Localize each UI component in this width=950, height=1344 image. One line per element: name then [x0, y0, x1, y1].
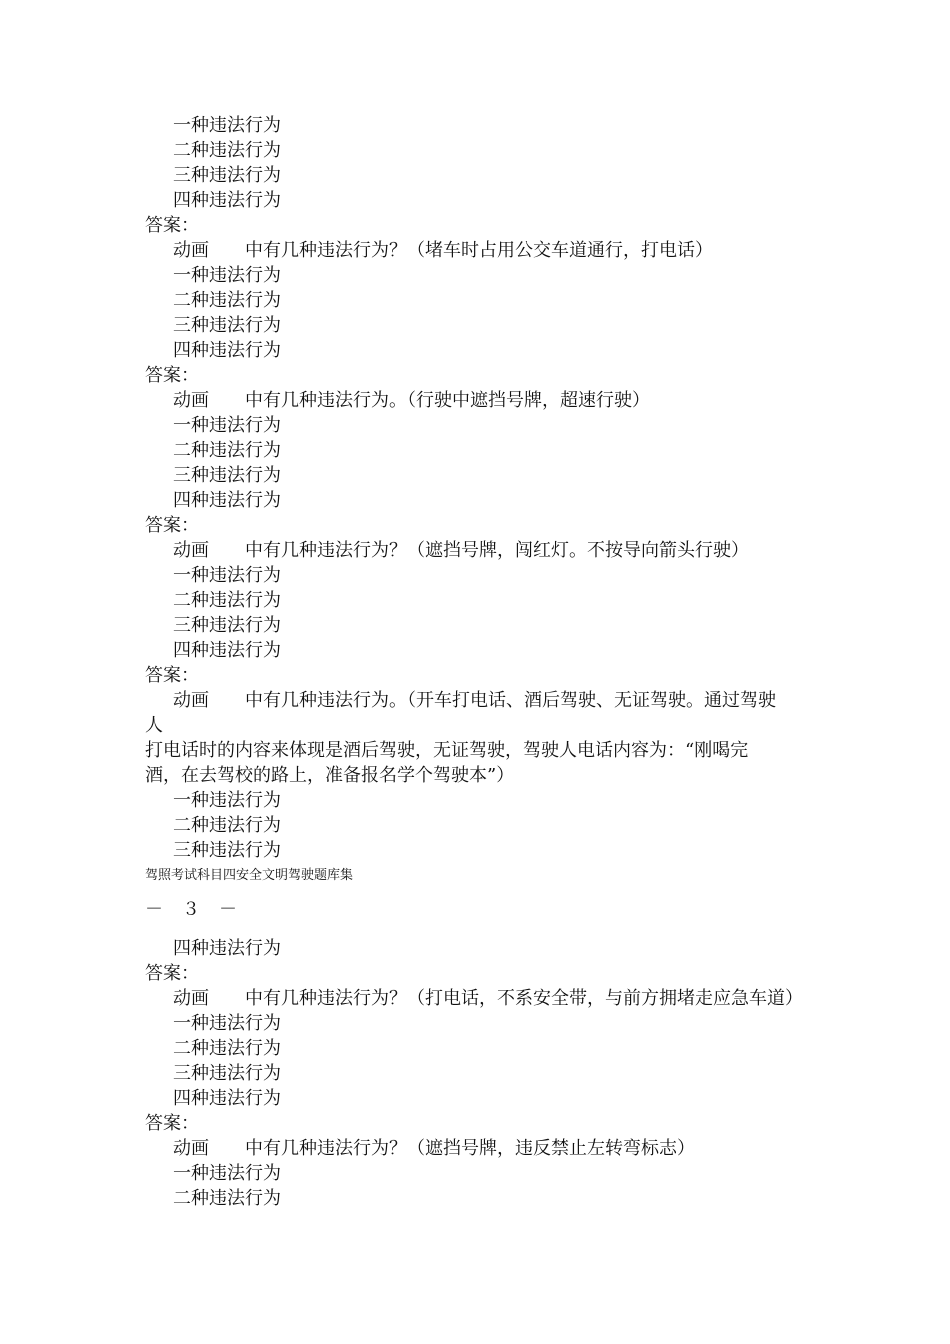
footer-document-title: 驾照考试科目四安全文明驾驶题库集 — [145, 868, 354, 883]
option-line: 四种违法行为 — [173, 938, 281, 959]
option-line: 一种违法行为 — [173, 115, 281, 136]
option-line: 二种违法行为 — [173, 590, 281, 611]
option-line: 一种违法行为 — [173, 1163, 281, 1184]
question-line-continued: 打电话时的内容来体现是酒后驾驶，无证驾驶，驾驶人电话内容为：“刚喝完 — [145, 740, 749, 761]
option-line: 二种违法行为 — [173, 1188, 281, 1209]
answer-label: 答案： — [145, 1113, 199, 1134]
option-line: 一种违法行为 — [173, 1013, 281, 1034]
option-line: 三种违法行为 — [173, 840, 281, 861]
answer-label: 答案： — [145, 365, 199, 386]
question-line-continued: 酒，在去驾校的路上，准备报名学个驾驶本”） — [145, 765, 515, 786]
option-line: 一种违法行为 — [173, 565, 281, 586]
question-line: 动画 中有几种违法行为。（行驶中遮挡号牌，超速行驶） — [173, 390, 650, 411]
option-line: 二种违法行为 — [173, 290, 281, 311]
question-line: 动画 中有几种违法行为？（遮挡号牌，闯红灯。不按导向箭头行驶） — [173, 540, 749, 561]
answer-label: 答案： — [145, 215, 199, 236]
question-line: 动画 中有几种违法行为。（开车打电话、酒后驾驶、无证驾驶。通过驾驶 — [173, 690, 776, 711]
option-line: 二种违法行为 — [173, 140, 281, 161]
option-line: 四种违法行为 — [173, 190, 281, 211]
option-line: 四种违法行为 — [173, 640, 281, 661]
answer-label: 答案： — [145, 515, 199, 536]
option-line: 二种违法行为 — [173, 815, 281, 836]
option-line: 三种违法行为 — [173, 1063, 281, 1084]
question-line: 动画 中有几种违法行为？（遮挡号牌，违反禁止左转弯标志） — [173, 1138, 695, 1159]
option-line: 二种违法行为 — [173, 440, 281, 461]
option-line: 一种违法行为 — [173, 265, 281, 286]
page-number: － ３ － — [145, 899, 238, 920]
question-line: 动画 中有几种违法行为？（打电话，不系安全带，与前方拥堵走应急车道） — [173, 988, 803, 1009]
answer-label: 答案： — [145, 963, 199, 984]
option-line: 一种违法行为 — [173, 415, 281, 436]
option-line: 三种违法行为 — [173, 165, 281, 186]
answer-label: 答案： — [145, 665, 199, 686]
option-line: 二种违法行为 — [173, 1038, 281, 1059]
option-line: 四种违法行为 — [173, 340, 281, 361]
option-line: 三种违法行为 — [173, 315, 281, 336]
option-line: 一种违法行为 — [173, 790, 281, 811]
option-line: 四种违法行为 — [173, 1088, 281, 1109]
option-line: 三种违法行为 — [173, 615, 281, 636]
question-line: 动画 中有几种违法行为？（堵车时占用公交车道通行，打电话） — [173, 240, 713, 261]
option-line: 四种违法行为 — [173, 490, 281, 511]
question-line-continued: 人 — [145, 715, 163, 736]
option-line: 三种违法行为 — [173, 465, 281, 486]
